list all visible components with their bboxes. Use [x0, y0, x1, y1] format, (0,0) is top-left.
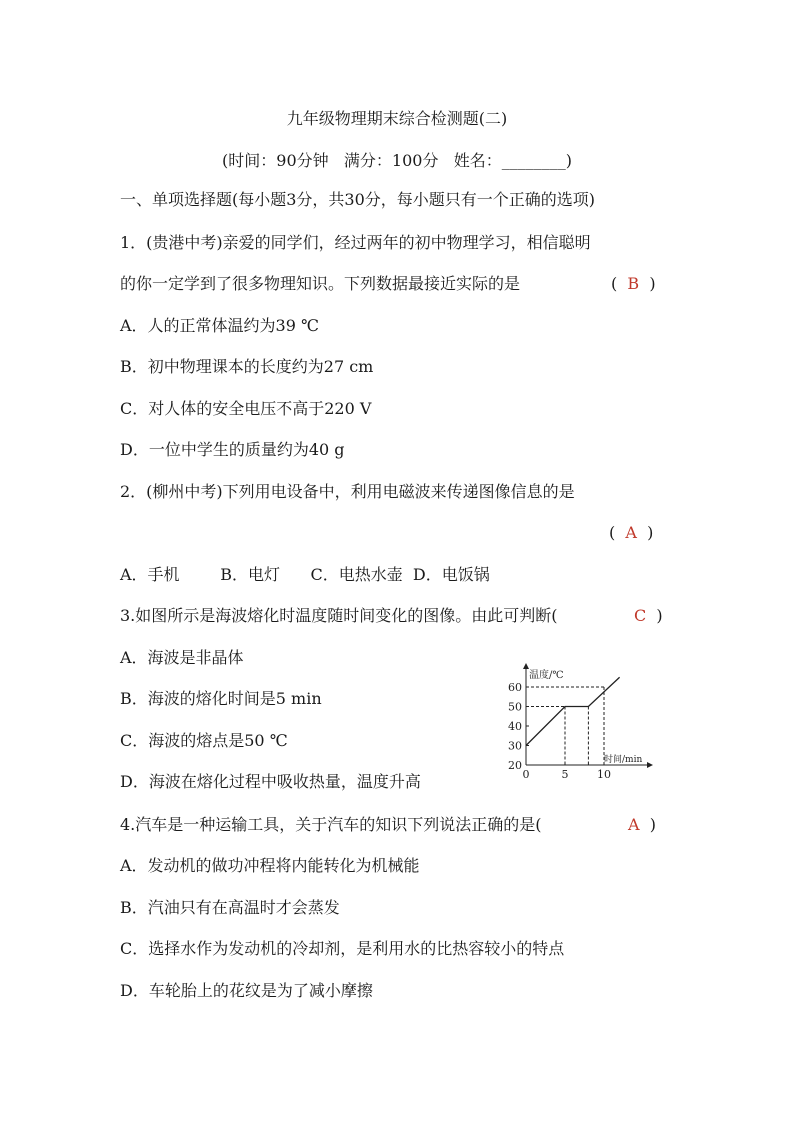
- y-tick-label: 50: [508, 700, 522, 714]
- q4-answer: A: [628, 815, 640, 834]
- q4-option-c: C．选择水作为发动机的冷却剂，是利用水的比热容较小的特点: [120, 939, 565, 958]
- page-title: 九年级物理期末综合检测题(二): [286, 109, 508, 128]
- q3-answer-box: C ): [634, 606, 663, 625]
- q1-answer-box: ( B ): [611, 274, 656, 293]
- melting-curve-chart: [500, 660, 660, 780]
- q2-line1: 2．(柳州中考)下列用电设备中，利用电磁波来传递图像信息的是: [120, 482, 575, 501]
- q4-option-b: B．汽油只有在高温时才会蒸发: [120, 898, 340, 917]
- q1-answer: B: [627, 274, 640, 293]
- y-axis-label: 温度/℃: [529, 670, 564, 681]
- y-tick-label: 20: [508, 759, 522, 772]
- q1-option-c: C．对人体的安全电压不高于220 V: [120, 399, 372, 418]
- q3-option-d: D．海波在熔化过程中吸收热量，温度升高: [120, 772, 421, 791]
- y-tick-label: 60: [508, 681, 522, 694]
- y-axis-arrow: [523, 663, 529, 669]
- y-tick-label: 30: [508, 739, 522, 753]
- q4-line1: 4.汽车是一种运输工具，关于汽车的知识下列说法正确的是(: [120, 815, 542, 834]
- q3-option-c: C．海波的熔点是50 ℃: [120, 731, 288, 750]
- q3-option-a: A．海波是非晶体: [120, 648, 244, 667]
- x-tick-label: 10: [597, 768, 611, 780]
- x-tick-label: 5: [561, 768, 569, 780]
- exam-info: (时间：90分钟 满分：100分 姓名：________): [222, 151, 572, 170]
- q2-options: A．手机 B．电灯 C．电热水壶 D．电饭锅: [120, 565, 490, 584]
- q4-option-a: A．发动机的做功冲程将内能转化为机械能: [120, 856, 420, 875]
- q1-option-b: B．初中物理课本的长度约为27 cm: [120, 357, 374, 376]
- y-tick-label: 40: [508, 720, 522, 733]
- q3-option-b: B．海波的熔化时间是5 min: [120, 689, 322, 708]
- section-heading: 一、单项选择题(每小题3分，共30分，每小题只有一个正确的选项): [120, 190, 596, 209]
- q1-option-d: D．一位中学生的质量约为40 g: [120, 440, 345, 459]
- q1-line1: 1．(贵港中考)亲爱的同学们，经过两年的初中物理学习，相信聪明: [120, 233, 591, 252]
- q3-line1: 3.如图所示是海波熔化时温度随时间变化的图像。由此可判断(: [120, 606, 558, 625]
- x-tick-label: 0: [522, 768, 530, 780]
- q4-answer-box: A ): [628, 815, 656, 834]
- q2-answer-box: ( A ): [609, 523, 654, 542]
- q4-option-d: D．车轮胎上的花纹是为了减小摩擦: [120, 981, 373, 1000]
- x-axis-label: 时间/min: [604, 755, 643, 765]
- q3-answer: C: [634, 606, 647, 625]
- q2-answer: A: [625, 523, 637, 542]
- q1-option-a: A．人的正常体温约为39 ℃: [120, 316, 319, 335]
- x-axis-arrow: [647, 762, 653, 768]
- q1-line2: 的你一定学到了很多物理知识。下列数据最接近实际的是: [120, 274, 521, 293]
